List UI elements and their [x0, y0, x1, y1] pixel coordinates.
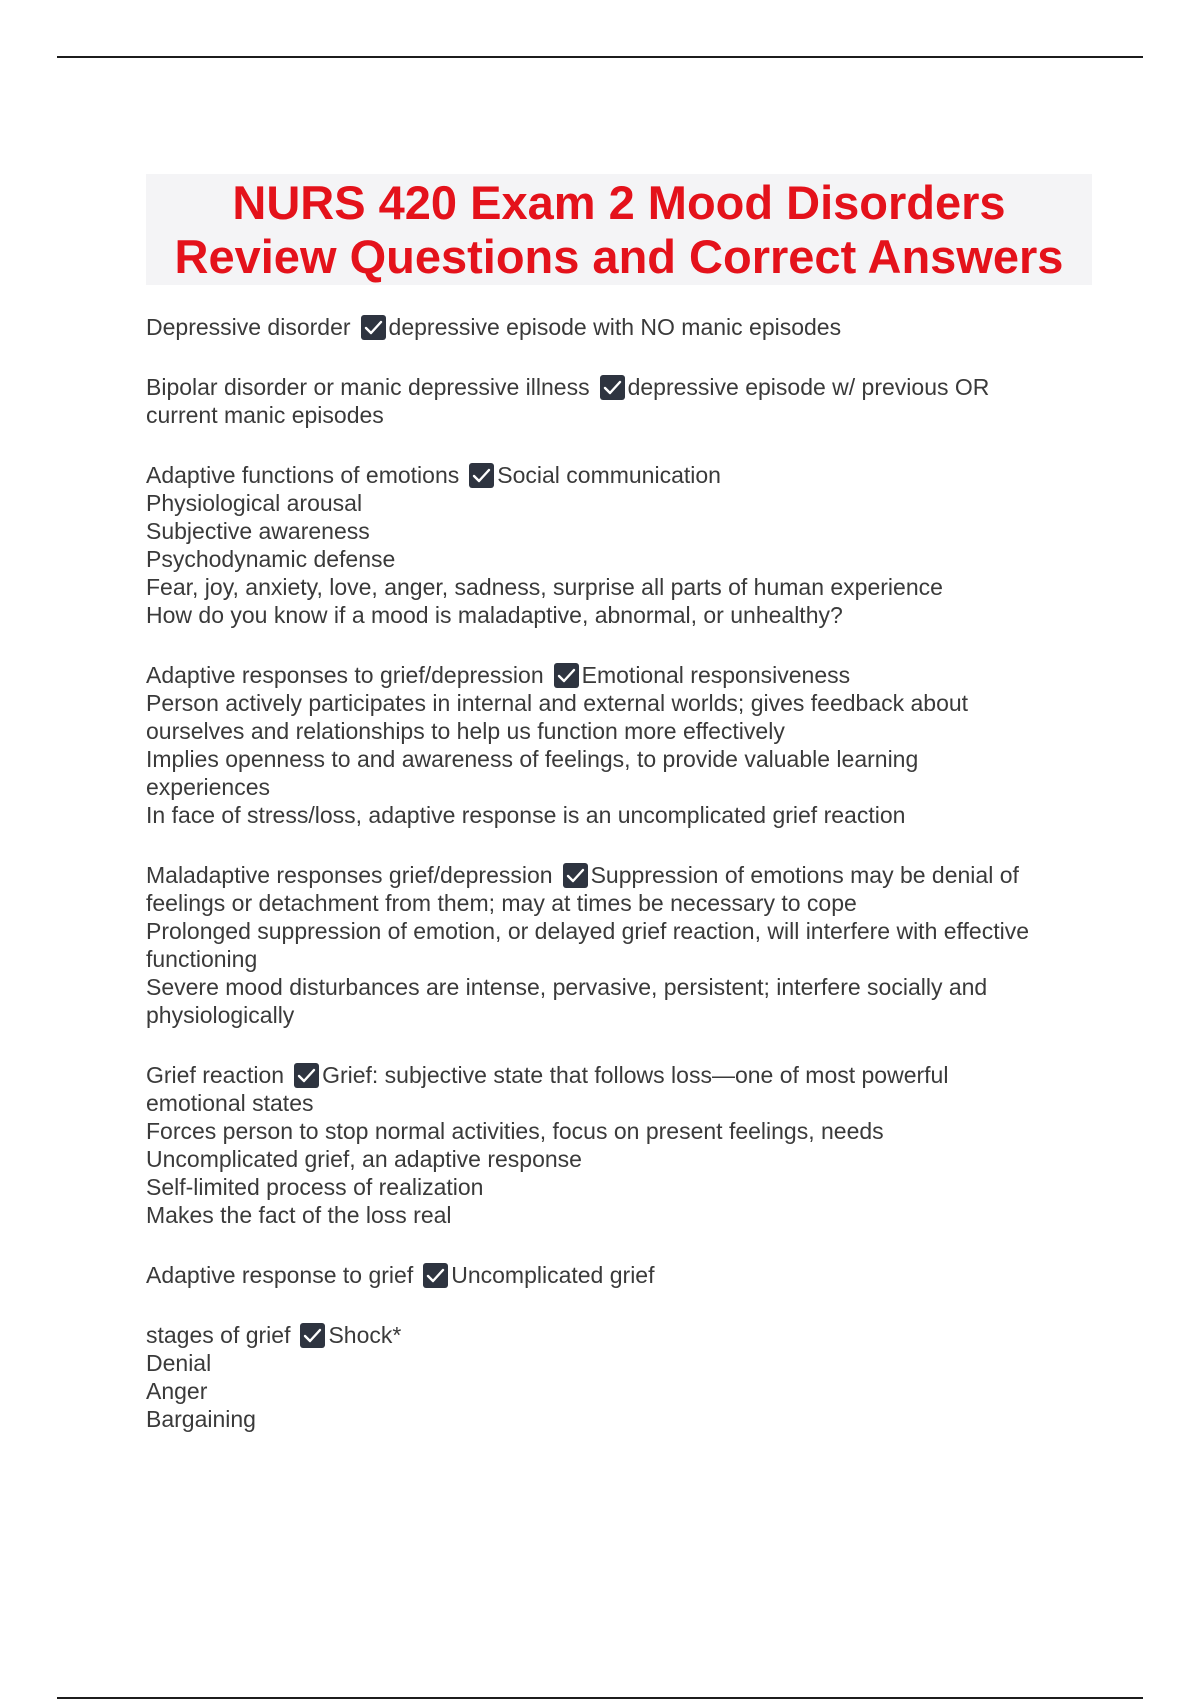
- qa-entry: [146, 373, 1096, 429]
- answer-text: Uncomplicated grief, an adaptive response: [146, 1146, 582, 1172]
- title-line-2: Review Questions and Correct Answers: [174, 230, 1064, 283]
- answer-text: Uncomplicated grief: [451, 1262, 655, 1288]
- qa-list: [146, 313, 1096, 1465]
- qa-entry: [146, 461, 1096, 629]
- checkmark-icon: [300, 1323, 325, 1348]
- qa-entry: [146, 661, 1096, 829]
- answer-line: [146, 745, 1096, 773]
- answer-text: Person actively participates in internal and external worlds; gives feedback about: [146, 690, 969, 716]
- answer-text: physiologically: [146, 1002, 295, 1028]
- answer-text: Forces person to stop normal activities, focus on present feelings, needs: [146, 1118, 884, 1144]
- qa-first-line: [146, 1261, 1096, 1289]
- answer-text: functioning: [146, 946, 258, 972]
- answer-line: [146, 1173, 1096, 1201]
- answer-line: [146, 917, 1096, 945]
- answer-line: [146, 1001, 1096, 1029]
- answer-text: Anger: [146, 1378, 208, 1404]
- answer-text: Physiological arousal: [146, 490, 363, 516]
- answer-text: Psychodynamic defense: [146, 546, 396, 572]
- answer-text: Shock*: [328, 1322, 402, 1348]
- checkmark-icon: [554, 663, 579, 688]
- checkmark-icon: [361, 315, 386, 340]
- answer-line: [146, 889, 1096, 917]
- answer-text: Emotional responsiveness: [581, 662, 851, 688]
- question-term: stages of grief: [146, 1322, 291, 1348]
- answer-text: depressive episode w/ previous OR: [627, 374, 990, 400]
- answer-line: [146, 801, 1096, 829]
- bottom-rule: [57, 1697, 1143, 1699]
- answer-text: feelings or detachment from them; may at times be necessary to cope: [146, 890, 857, 916]
- answer-text: Severe mood disturbances are intense, pervasive, persistent; interfere socially and: [146, 974, 988, 1000]
- answer-text: emotional states: [146, 1090, 314, 1116]
- answer-text: Self-limited process of realization: [146, 1174, 484, 1200]
- answer-text: Suppression of emotions may be denial of: [590, 862, 1019, 888]
- answer-line: [146, 689, 1096, 717]
- answer-line: [146, 1201, 1096, 1229]
- answer-text: How do you know if a mood is maladaptive, abnormal, or unhealthy?: [146, 602, 843, 628]
- answer-text: Implies openness to and awareness of feelings, to provide valuable learning: [146, 746, 919, 772]
- question-term: Adaptive response to grief: [146, 1262, 414, 1288]
- title-line-1: NURS 420 Exam 2 Mood Disorders: [232, 176, 1006, 229]
- checkmark-icon: [563, 863, 588, 888]
- answer-text: depressive episode with NO manic episodes: [388, 314, 842, 340]
- answer-text: Subjective awareness: [146, 518, 370, 544]
- qa-first-line: [146, 1321, 1096, 1349]
- qa-entry: [146, 861, 1096, 1029]
- title-banner: [146, 174, 1092, 285]
- answer-text: Denial: [146, 1350, 212, 1376]
- answer-text: In face of stress/loss, adaptive response is an uncomplicated grief reaction: [146, 802, 906, 828]
- answer-text: Prolonged suppression of emotion, or delayed grief reaction, will interfere with effective: [146, 918, 1029, 944]
- answer-text: current manic episodes: [146, 402, 384, 428]
- answer-line: [146, 1117, 1096, 1145]
- answer-line: [146, 1349, 1096, 1377]
- qa-entry: [146, 1061, 1096, 1229]
- answer-text: Fear, joy, anxiety, love, anger, sadness, surprise all parts of human experience: [146, 574, 943, 600]
- answer-line: [146, 773, 1096, 801]
- answer-line: [146, 1089, 1096, 1117]
- answer-line: [146, 601, 1096, 629]
- answer-line: [146, 545, 1096, 573]
- qa-first-line: [146, 1061, 1096, 1089]
- answer-text: Makes the fact of the loss real: [146, 1202, 452, 1228]
- answer-line: [146, 1145, 1096, 1173]
- question-term: Adaptive responses to grief/depression: [146, 662, 544, 688]
- checkmark-icon: [294, 1063, 319, 1088]
- question-term: Adaptive functions of emotions: [146, 462, 460, 488]
- qa-entry: [146, 313, 1096, 341]
- qa-entry: [146, 1261, 1096, 1289]
- question-term: Depressive disorder: [146, 314, 351, 340]
- qa-first-line: [146, 661, 1096, 689]
- answer-line: [146, 517, 1096, 545]
- answer-line: [146, 1377, 1096, 1405]
- answer-text: Grief: subjective state that follows loss—one of most powerful: [322, 1062, 949, 1088]
- question-term: Bipolar disorder or manic depressive illness: [146, 374, 590, 400]
- checkmark-icon: [469, 463, 494, 488]
- question-term: Grief reaction: [146, 1062, 285, 1088]
- qa-first-line: [146, 461, 1096, 489]
- answer-line: [146, 945, 1096, 973]
- answer-text: Bargaining: [146, 1406, 256, 1432]
- answer-line: [146, 489, 1096, 517]
- answer-line: [146, 1405, 1096, 1433]
- answer-line: [146, 973, 1096, 1001]
- qa-first-line: [146, 373, 1096, 401]
- qa-first-line: [146, 313, 1096, 341]
- qa-entry: [146, 1321, 1096, 1433]
- answer-line: [146, 573, 1096, 601]
- qa-first-line: [146, 861, 1096, 889]
- answer-text: experiences: [146, 774, 271, 800]
- top-rule: [57, 56, 1143, 58]
- question-term: Maladaptive responses grief/depression: [146, 862, 553, 888]
- answer-line: [146, 401, 1096, 429]
- checkmark-icon: [423, 1263, 448, 1288]
- checkmark-icon: [600, 375, 625, 400]
- answer-text: Social communication: [497, 462, 721, 488]
- answer-line: [146, 717, 1096, 745]
- answer-text: ourselves and relationships to help us function more effectively: [146, 718, 785, 744]
